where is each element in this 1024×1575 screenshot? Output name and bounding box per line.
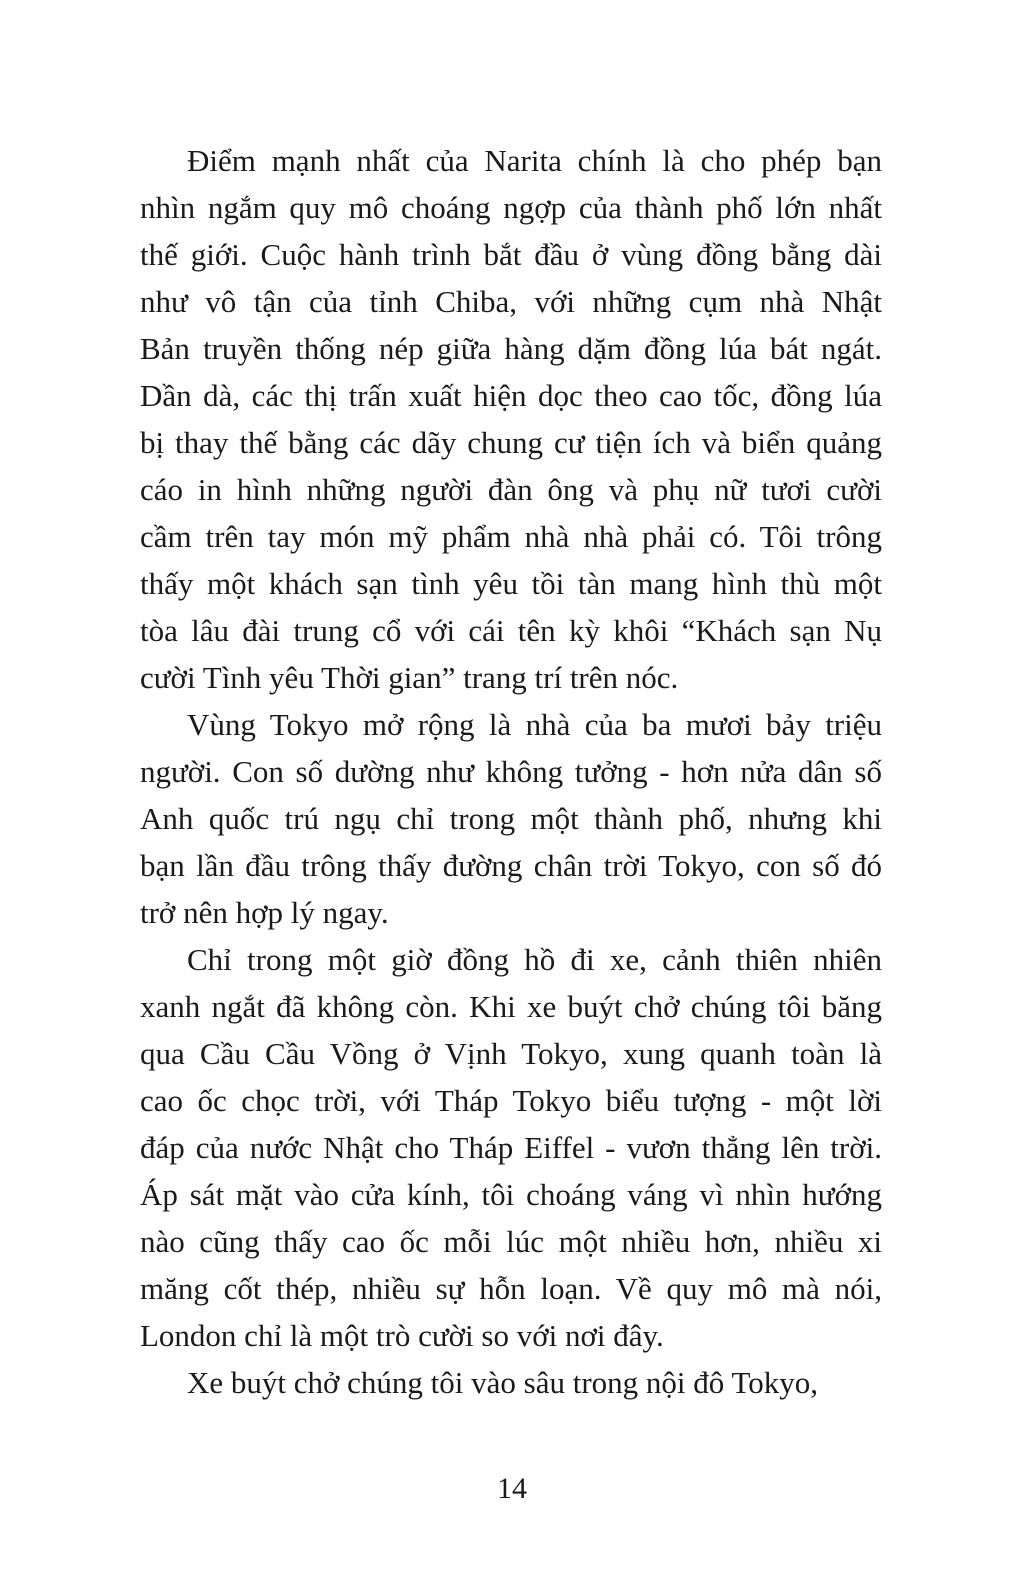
text-line: London chỉ là một trò cười so với nơi đây. bbox=[140, 1318, 664, 1353]
paragraph bbox=[140, 936, 882, 1359]
text-line: nhìn ngắm quy mô choáng ngợp của thành phố lớn nhất bbox=[140, 190, 882, 225]
text-line: bị thay thế bằng các dãy chung cư tiện ích và biển quảng bbox=[140, 425, 882, 460]
text-line: tòa lâu đài trung cổ với cái tên kỳ khôi “Khách sạn Nụ bbox=[140, 613, 882, 648]
page-number: 14 bbox=[497, 1472, 527, 1505]
text-line: cao ốc chọc trời, với Tháp Tokyo biểu tượng - một lời bbox=[140, 1083, 882, 1118]
text-line: Vùng Tokyo mở rộng là nhà của ba mươi bảy triệu bbox=[187, 707, 882, 742]
text-line: cười Tình yêu Thời gian” trang trí trên nóc. bbox=[140, 660, 679, 695]
text-line: như vô tận của tỉnh Chiba, với những cụm nhà Nhật bbox=[140, 284, 882, 319]
text-line: Dần dà, các thị trấn xuất hiện dọc theo cao tốc, đồng lúa bbox=[140, 378, 882, 413]
text-line: Áp sát mặt vào cửa kính, tôi choáng váng vì nhìn hướng bbox=[140, 1177, 882, 1212]
text-line: Anh quốc trú ngụ chỉ trong một thành phố, nhưng khi bbox=[140, 801, 882, 836]
text-line: nào cũng thấy cao ốc mỗi lúc một nhiều hơn, nhiều xi bbox=[140, 1224, 882, 1259]
text-line: Chỉ trong một giờ đồng hồ đi xe, cảnh thiên nhiên bbox=[187, 942, 882, 977]
text-line: Điểm mạnh nhất của Narita chính là cho phép bạn bbox=[187, 143, 882, 178]
text-line: măng cốt thép, nhiều sự hỗn loạn. Về quy mô mà nói, bbox=[140, 1271, 882, 1306]
paragraph bbox=[140, 701, 882, 936]
text-line: Bản truyền thống nép giữa hàng dặm đồng lúa bát ngát. bbox=[140, 331, 882, 366]
paragraph bbox=[140, 1359, 882, 1406]
text-line: Xe buýt chở chúng tôi vào sâu trong nội đô Tokyo, bbox=[187, 1365, 818, 1400]
text-line: cầm trên tay món mỹ phẩm nhà nhà phải có. Tôi trông bbox=[140, 519, 882, 554]
text-line: trở nên hợp lý ngay. bbox=[140, 895, 389, 930]
text-line: thế giới. Cuộc hành trình bắt đầu ở vùng đồng bằng dài bbox=[140, 237, 882, 272]
text-line: thấy một khách sạn tình yêu tồi tàn mang hình thù một bbox=[140, 566, 882, 601]
text-line: qua Cầu Cầu Vồng ở Vịnh Tokyo, xung quanh toàn là bbox=[140, 1036, 882, 1071]
text-line: bạn lần đầu trông thấy đường chân trời Tokyo, con số đó bbox=[140, 848, 882, 883]
text-line: đáp của nước Nhật cho Tháp Eiffel - vươn thẳng lên trời. bbox=[140, 1130, 882, 1165]
text-line: xanh ngắt đã không còn. Khi xe buýt chở chúng tôi băng bbox=[140, 989, 882, 1024]
paragraph bbox=[140, 137, 882, 701]
text-line: người. Con số dường như không tưởng - hơn nửa dân số bbox=[140, 754, 882, 789]
body-text bbox=[140, 137, 882, 1406]
text-line: cáo in hình những người đàn ông và phụ nữ tươi cười bbox=[140, 472, 882, 507]
